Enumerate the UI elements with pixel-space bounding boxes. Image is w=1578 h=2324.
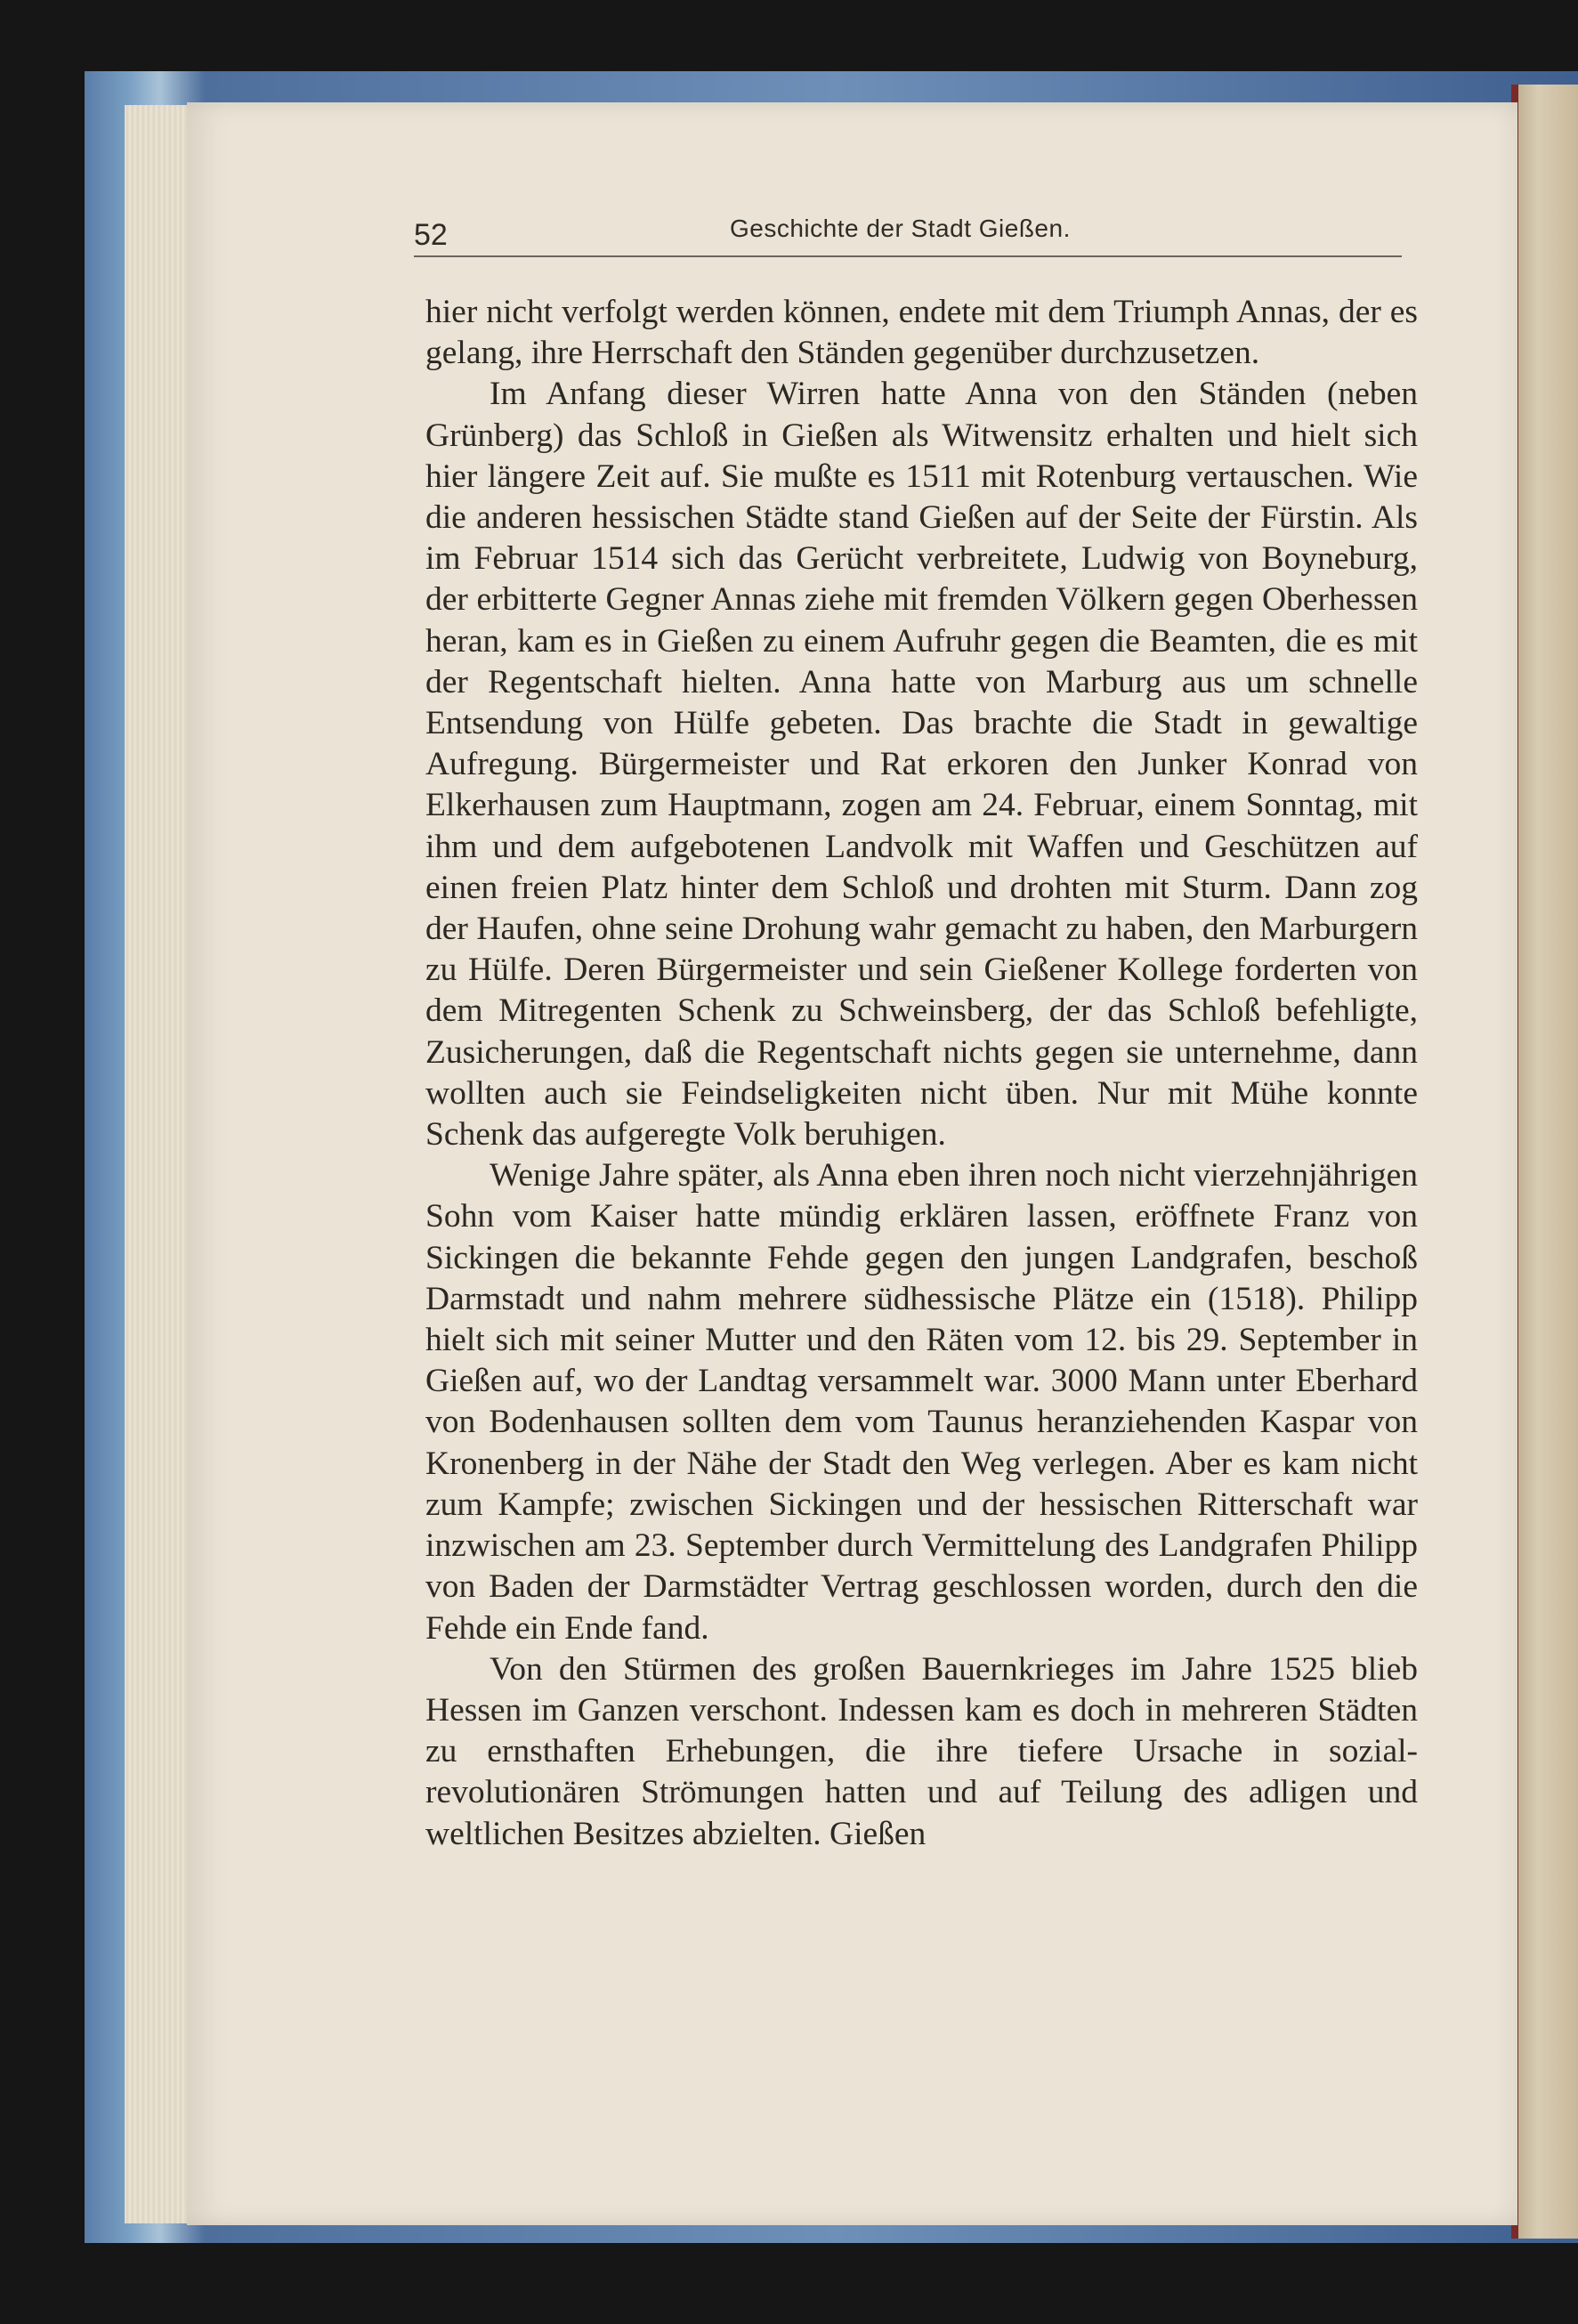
paragraph: Im Anfang dieser Wirren hatte Anna von den Ständen (neben Grünberg) das Schloß in Gießen als Witwensitz erhalten und hielt sich hier längere Zeit auf. Sie mußte es 1511 mit Rotenburg vertauschen. Wie die anderen hessischen Städte stand Gießen auf der Seite der Fürstin. Als im Februar 1514 sich das Gerücht verbreitete, Ludwig von Boyneburg, der erbitterte Gegner Annas ziehe mit fremden Völkern gegen Oberhessen heran, kam es in Gießen zu einem Aufruhr gegen die Beamten, die es mit der Regentschaft hielten. Anna hatte von Marburg aus um schnelle Entsendung von Hülfe gebeten. Das brachte die Stadt in gewaltige Aufregung. Bürgermeister und Rat erkoren den Junker Konrad von Elkerhausen zum Hauptmann, zogen am 24. Februar, einem Sonntag, mit ihm und dem aufgebotenen Landvolk mit Waffen und Geschützen auf einen freien Platz hinter dem Schloß und drohten mit Sturm. Dann zog der Haufen, ohne seine Drohung wahr gemacht zu haben, den Marburgern zu Hülfe. Deren Bürgermeister und sein Gießener Kollege forderten von dem Mitregenten Schenk zu Schweinsberg, der das Schloß befehligte, Zusicherungen, daß die Regentschaft nichts gegen sie unternehme, dann wollten auch sie Feindseligkeiten nicht üben. Nur mit Mühe konnte Schenk das aufgeregte Volk beruhigen. xyxy=(425,376,1418,1154)
page-number: 52 xyxy=(414,218,448,252)
paragraph: Wenige Jahre später, als Anna eben ihren noch nicht vierzehnjährigen Sohn vom Kaiser hatte mündig erklären lassen, eröffnete Franz von Sickingen die bekannte Fehde gegen den jungen Landgrafen, beschoß Darmstadt und nahm mehrere südhessische Plätze ein (1518). Philipp hielt sich mit seiner Mutter und den Räten vom 12. bis 29. September in Gießen auf, wo der Landtag versammelt war. 3000 Mann unter Eberhard von Bodenhausen sollten dem vom Taunus heranziehenden Kaspar von Kronenberg in der Nähe der Stadt den Weg verlegen. Aber es kam nicht zum Kampfe; zwischen Sickingen und der hessischen Ritterschaft war inzwischen am 23. September durch Vermittelung des Landgrafen Philipp von Baden der Darmstädter Vertrag geschlossen worden, durch den die Fehde ein Ende fand. xyxy=(425,1157,1418,1647)
paragraph: Von den Stürmen des großen Bauernkrieges im Jahre 1525 blieb Hessen im Ganzen verschont. Indessen kam es doch in mehreren Städten zu ernsthaften Erhebungen, die ihre tiefere Ursache in sozial-revolutionären Strömungen hatten und auf Teilung des adligen und weltlichen Besitzes abzielten. Gießen xyxy=(425,1650,1418,1852)
book-page xyxy=(187,102,1517,2225)
paragraph: hier nicht verfolgt werden können, endete mit dem Triumph Annas, der es gelang, ihre Herrschaft den Ständen gegenüber durchzusetzen. xyxy=(425,294,1418,372)
running-title: Geschichte der Stadt Gießen. xyxy=(730,215,1071,242)
body-text xyxy=(425,292,1418,1855)
facing-page-edge xyxy=(1511,85,1578,2239)
running-head xyxy=(414,202,1402,257)
page-edges xyxy=(125,105,197,2223)
